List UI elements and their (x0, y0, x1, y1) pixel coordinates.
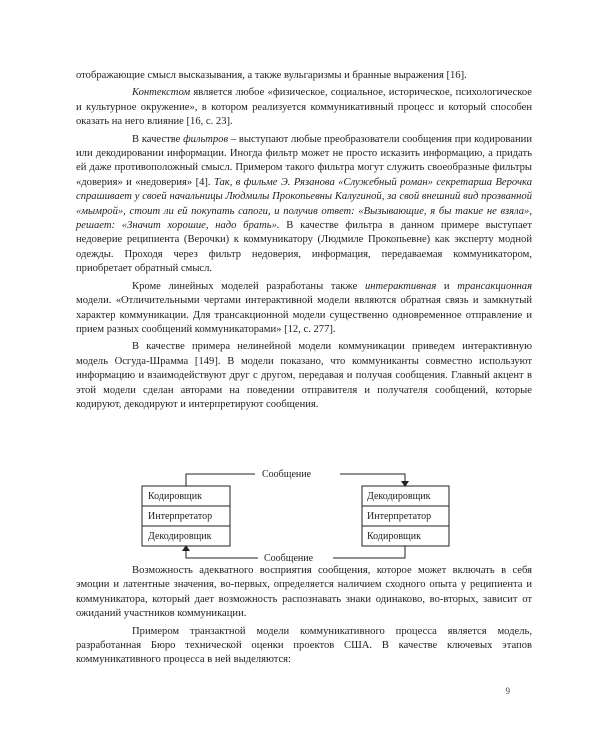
text-run: отображающие смысл высказывания, а также вульгаризмы и бранные выражения [16]. (76, 70, 467, 81)
paragraph-p5 (76, 564, 532, 622)
text-run: и (436, 280, 458, 292)
left-box-2: Интерпретатор (148, 511, 213, 522)
paragraph-p0 (76, 69, 532, 83)
paragraph-p6 (76, 625, 532, 668)
right-box-3: Кодировщик (367, 531, 421, 542)
text-run: В качестве (132, 133, 184, 145)
paragraph-p3 (76, 280, 532, 338)
text-run: В качестве примера нелинейной модели коммуникации приведем интерактивную модель Осгуда-Шрамма [149]. В модели показано, что коммуниканты совместно используют информацию и взаимодействуют друг с другом, передавая и получая сообщения. Главный акцент в этой модели сделан авторами на поведении отправителя и получателя сообщений, которые кодируют, декодируют и интерпретируют сообщения. (76, 341, 532, 410)
page-number: 9 (505, 686, 510, 696)
bottom-arrow (186, 546, 405, 558)
italic-text: интерактивная (364, 280, 437, 292)
text-run: Кроме линейных моделей разработаны также (132, 280, 365, 292)
text-run: – выступают любые преобразователи сообщения при кодировании или декодировании информации. Иногда фильтр может не просто исказить информацию, а придать ей даже противоположный смысл. Примером такого фильтра могут служить своеобразные фильтры «доверия» и «недоверия» [4]. (76, 133, 532, 188)
left-box-1: Кодировщик (148, 491, 202, 502)
text-run: Примером транзактной модели коммуникативного процесса является модель, разработанная Бюро технической оценки проектов США. В качестве ключевых этапов коммуникативного процесса в ней выделяются: (76, 625, 532, 666)
bottom-arrow-head (182, 545, 190, 551)
top-arrow (186, 474, 405, 486)
italic-text: Так, в фильме Э. Рязанова «Служебный роман» секретарша Верочка спрашивает у своей начальницы Людмилы Прокопьевны Калугиной, за свой внешний вид прозванной «мымрой», стоит ли ей покупать сапоги, и получив ответ: «Вызывающие, я бы такие не взяла», решает: «Значит хорошие, надо брать». (76, 176, 532, 232)
paragraph-p2 (76, 133, 532, 277)
text-run: В качестве фильтра в данном примере выступает недоверие реципиента (Верочки) к коммуникатору (Людмиле Прокопьевне) как эксперту модной одежды. Проходя через фильтр недоверия, информация, передаваемая коммуникатором, приобретает обратный смысл. (76, 220, 532, 275)
text-run: модели. «Отличительными чертами интерактивной модели являются обратная связь и замкнутый характер коммуникации. Для трансакционной модели существенно одновременное отправление и прием разных сообщений коммуникаторами» [12, с. 277]. (76, 295, 532, 335)
body-text-bottom (76, 564, 532, 671)
right-box-2: Интерпретатор (367, 511, 432, 522)
text-run: является любое «физическое, социальное, историческое, психологическое и культурное окружение», в котором реализуется коммуникативный процесс и который способен оказать на него влияние [16, с. 23]. (76, 87, 532, 128)
italic-text: фильтров (183, 133, 229, 145)
right-box-1: Декодировщик (367, 491, 431, 502)
top-message-label: Сообщение (262, 469, 312, 480)
italic-text: трансакционная (457, 280, 532, 292)
left-box-group (142, 486, 230, 546)
bottom-message-label: Сообщение (264, 553, 314, 564)
top-arrow-head (401, 481, 409, 487)
right-box-group (362, 486, 449, 546)
text-run: Возможность адекватного восприятия сообщения, которое может включать в себя эмоции и латентные значения, во-первых, определяется наличием сходного опыта у реципиента и коммуникатора, который дает возможность распознавать знаки одинаково, во-вторых, зависит от ожиданий участников коммуникации. (76, 565, 532, 620)
paragraph-p1 (76, 86, 532, 129)
body-text-top (76, 69, 532, 415)
italic-text: Контекстом (132, 87, 191, 99)
left-box-3: Декодировщик (148, 531, 212, 542)
paragraph-p4 (76, 340, 532, 412)
